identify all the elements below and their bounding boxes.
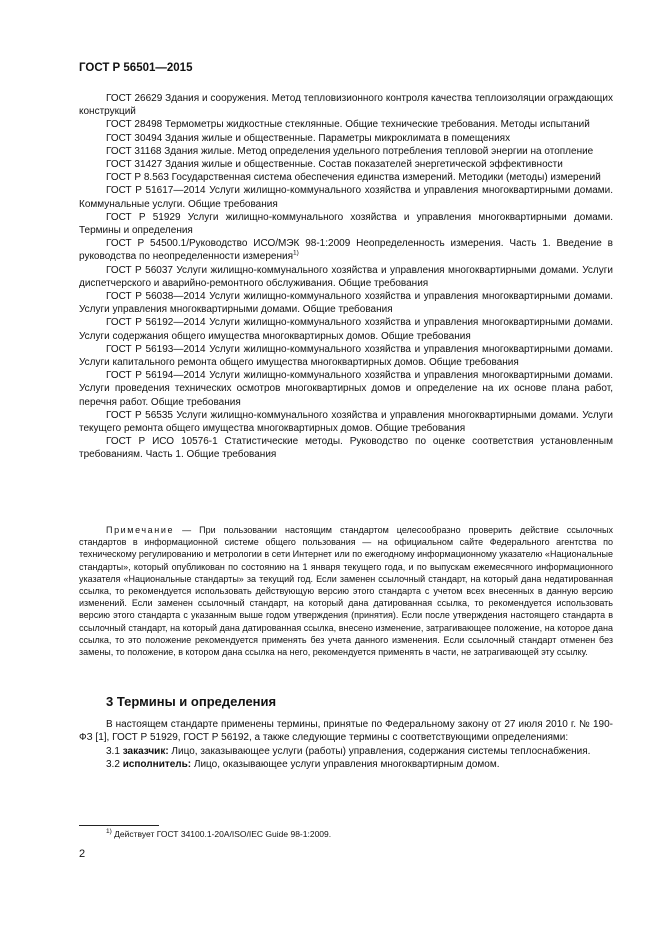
reference-item: ГОСТ Р 56037 Услуги жилищно-коммунального хозяйства и управления многоквартирными домами. Услуги диспетчерского и аварийно-ремонтного обслуживания. Общие требования [79, 264, 613, 289]
footnote-divider [79, 825, 159, 826]
page-number: 2 [79, 848, 86, 860]
reference-item: ГОСТ Р 56535 Услуги жилищно-коммунального хозяйства и управления многоквартирными домами. Услуги текущего ремонта общего имущества многоквартирных домов. Общие требования [79, 409, 613, 435]
reference-item: ГОСТ Р ИСО 10576-1 Статистические методы. Руководство по оценке соответствия установленным требованиям. Часть 1. Общие требования [79, 436, 613, 461]
reference-item: ГОСТ Р 56038—2014 Услуги жилищно-коммунального хозяйства и управления многоквартирными домами. Услуги управления многоквартирными домами. Общие требования [79, 291, 613, 316]
term-entry [79, 745, 613, 758]
footnote-text: Действует ГОСТ 34100.1-20А/ISO/IEC Guide 98-1:2009. [111, 829, 332, 839]
term-definition: Лицо, заказывающее услуги (работы) управления, содержания системы теплоснабжения. [168, 745, 591, 757]
reference-item: ГОСТ Р 51617—2014 Услуги жилищно-коммунального хозяйства и управления многоквартирными домами. Коммунальные услуги. Общие требования [79, 185, 613, 210]
reference-text: ГОСТ Р 54500.1/Руководство ИСО/МЭК 98-1:2009 Неопределенность измерения. Часть 1. Введение в руководства по неопределенности измерения [79, 238, 613, 263]
footnote-ref-marker[interactable]: 1) [292, 250, 299, 258]
reference-item: ГОСТ 26629 Здания и сооружения. Метод тепловизионного контроля качества теплоизоляции ограждающих конструкций [79, 93, 613, 118]
reference-item: ГОСТ Р 56193—2014 Услуги жилищно-коммунального хозяйства и управления многоквартирными домами. Услуги капитального ремонта общего имущества многоквартирных домов. Общие требования [79, 343, 613, 369]
terms-section [79, 718, 613, 772]
reference-item: ГОСТ 28498 Термометры жидкостные стеклянные. Общие технические требования. Методы испытаний [106, 119, 590, 131]
footnote-marker: 1) [106, 828, 112, 836]
reference-item: ГОСТ 30494 Здания жилые и общественные. Параметры микроклимата в помещениях [106, 132, 511, 144]
term-name: исполнитель: [122, 759, 192, 771]
reference-item: ГОСТ Р 56192—2014 Услуги жилищно-коммунального хозяйства и управления многоквартирными домами. Услуги содержания общего имущества многоквартирных домов. Общие требования [79, 317, 613, 342]
term-number: 3.1 [106, 745, 123, 757]
note-label: Примечание [106, 525, 175, 535]
term-name: заказчик: [122, 745, 169, 757]
term-number: 3.2 [106, 759, 123, 771]
reference-item: ГОСТ Р 56194—2014 Услуги жилищно-коммунального хозяйства и управления многоквартирными домами. Услуги проведения технических осмотров многоквартирных домов и определение на их основе плана работ, перечня работ. Общие требования [79, 370, 613, 408]
section-intro: В настоящем стандарте применены термины, принятые по Федеральному закону от 27 июля 2010 г. № 190-ФЗ [1], ГОСТ Р 51929, ГОСТ Р 56192, а также следующие термины с соответствующими определениями: [79, 719, 613, 744]
footnote [106, 829, 331, 839]
reference-item-with-footnote [79, 237, 613, 263]
document-header: ГОСТ Р 56501—2015 [79, 62, 193, 74]
reference-item: ГОСТ Р 51929 Услуги жилищно-коммунального хозяйства и управления многоквартирными домами. Термины и определения [79, 211, 613, 237]
reference-item: ГОСТ 31168 Здания жилые. Метод определения удельного потребления тепловой энергии на отопление [106, 145, 594, 157]
term-entry [79, 758, 613, 771]
note-text: При пользовании настоящим стандартом целесообразно проверить действие ссылочных стандартов в информационной системе общего пользования — на официальном сайте Федерального агентства по техническому регулированию и метрологии в сети Интернет или по ежегодному информационному указателю «Национальные стандарты», который опубликован по состоянию на 1 января текущего года, и по выпускам ежемесячного информационного указателя «Национальные стандарты» за текущий год. Если заменен ссылочный стандарт, на который дана недатированная ссылка, то рекомендуется использовать действующую версию этого стандарта с учетом всех внесенных в данную версию изменений. Если заменен ссылочный стандарт, на который дана датированная ссылка, то рекомендуется использовать версию этого стандарта с указанным выше годом утверждения (принятия). Если после утверждения настоящего стандарта в ссылочный стандарт, на который дана датированная ссылка, внесено изменение, затрагивающее положение, на которое дана ссылка, то это положение рекомендуется применять без учета данного изменения. Если ссылочный стандарт отменен без замены, то положение, в котором дана ссылка на него, рекомендуется применять в части, не затрагивающей эту ссылку. [79, 525, 613, 658]
term-definition: Лицо, оказывающее услуги управления многоквартирным домом. [191, 759, 500, 771]
normative-references-list [79, 92, 613, 462]
reference-item: ГОСТ Р 8.563 Государственная система обеспечения единства измерений. Методики (методы) измерений [106, 172, 601, 184]
section-title: 3 Термины и определения [106, 694, 277, 709]
note-dash: — [174, 525, 200, 535]
reference-item: ГОСТ 31427 Здания жилые и общественные. Состав показателей энергетической эффективности [106, 159, 563, 171]
note-block [79, 524, 613, 658]
note-paragraph [79, 524, 613, 658]
